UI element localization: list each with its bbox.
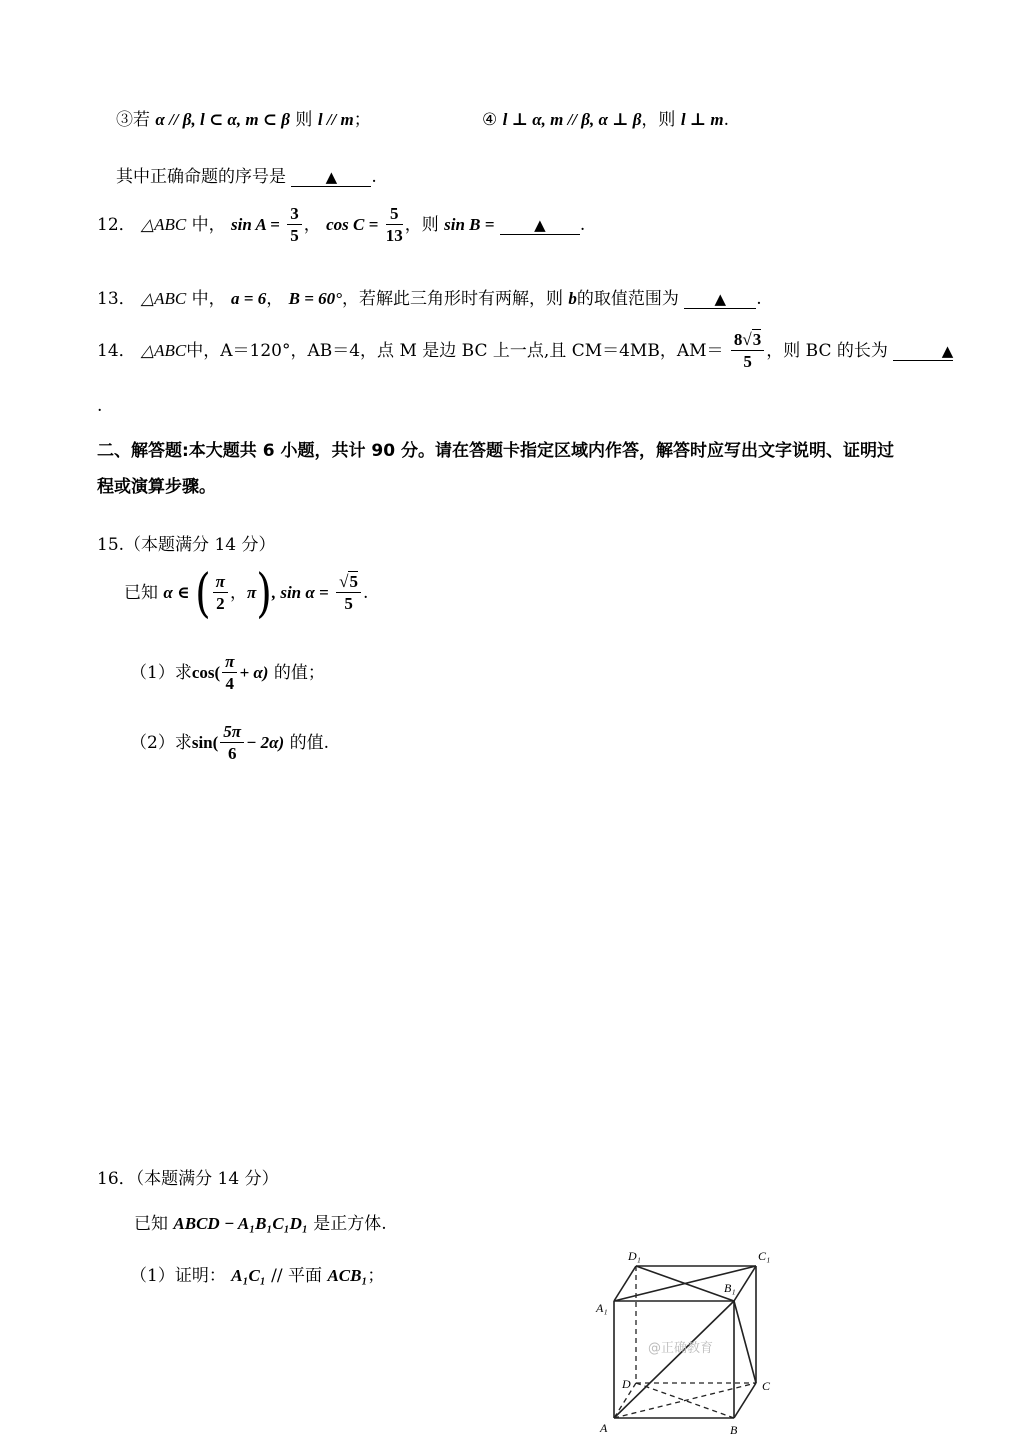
vertex-label: C₁	[758, 1249, 771, 1263]
side-b: b	[568, 289, 577, 308]
answer-blank[interactable]: ▲	[893, 342, 953, 361]
q16-header: 16．（本题满分 14 分）	[97, 1169, 279, 1189]
cos-c-expr: cos C =	[326, 215, 379, 234]
part-label: （1）证明：	[130, 1266, 226, 1286]
part-text: 的值.	[289, 733, 330, 753]
item-4-result: l ⊥ m	[680, 110, 724, 129]
radicand: 5	[349, 572, 358, 591]
radicand: 3	[752, 330, 762, 349]
q12-end: .	[579, 215, 586, 235]
side-a-expr: a = 6	[231, 289, 267, 308]
vertex-label: C	[762, 1379, 771, 1393]
q14-text: 中，A＝120°，AB＝4，点 M 是边 BC 上一点,且 CM＝4MB，AM＝	[186, 341, 724, 361]
q13-text-2: ，若解此三角形时有两解，则	[341, 289, 563, 309]
sin-a-expr: sin A =	[231, 215, 280, 234]
fraction	[731, 330, 764, 373]
item-3	[116, 105, 371, 130]
item-3-condition: α // β, l ⊂ α, m ⊂ β	[155, 110, 291, 129]
given-text: 是正方体.	[313, 1214, 387, 1234]
section-heading-line-1: 二、解答题:本大题共 6 小题，共计 90 分。请在答题卡指定区域内作答，解答时应写出文字说明、证明过	[97, 441, 894, 461]
q15-part-2	[130, 722, 329, 765]
fraction	[386, 204, 403, 247]
watermark: @正确教育	[648, 1341, 714, 1356]
part-end: ；	[367, 1266, 385, 1286]
plane-acb1: ACB₁	[327, 1266, 368, 1285]
q13-text: 中，	[191, 289, 226, 309]
left-paren: (	[195, 563, 211, 624]
vertex-label: D	[622, 1377, 631, 1391]
q12-then: ，则	[404, 215, 439, 235]
denominator: 6	[227, 744, 237, 763]
fraction	[220, 722, 244, 765]
parallel-plane-text: // 平面	[271, 1266, 323, 1286]
expr-end: + α)	[239, 663, 269, 682]
segment-a1c1: A₁C₁	[231, 1266, 266, 1285]
triangle-label: △ABC	[141, 341, 187, 360]
part-text: 的值；	[273, 663, 325, 683]
part-label: （2）求	[130, 733, 192, 753]
q15-header: 15.（本题满分 14 分）	[97, 535, 276, 555]
alpha-in-expr: α ∈	[163, 583, 190, 602]
question-number: 13．	[97, 289, 136, 309]
item-3-then: 则	[295, 110, 313, 130]
item-4-label: ④	[482, 110, 498, 130]
given-label: 已知	[134, 1214, 168, 1234]
fraction	[222, 652, 237, 695]
numerator: π	[222, 652, 237, 673]
item-3-end: ；	[353, 110, 371, 130]
item-3-result: l // m	[317, 110, 354, 129]
denominator: 5	[743, 352, 752, 371]
denominator: 2	[216, 594, 225, 613]
expr-end: − 2α)	[246, 733, 285, 752]
numerator: π	[213, 572, 228, 593]
triangle-label: △ABC	[141, 215, 187, 234]
question-number: 12．	[97, 215, 136, 235]
section-heading-line-2: 程或演算步骤。	[97, 477, 216, 497]
cube-figure	[590, 1240, 790, 1440]
q14-text-2: ，则 BC 的长为	[766, 341, 888, 361]
right-paren: )	[256, 563, 272, 624]
q11-end: .	[371, 167, 377, 187]
section-heading	[97, 433, 894, 505]
denominator: 4	[225, 674, 235, 693]
fraction	[336, 572, 361, 615]
vertex-label: A₁	[596, 1301, 608, 1315]
denominator: 5	[290, 226, 299, 245]
q11-prompt: 其中正确命题的序号是	[116, 167, 286, 187]
question-12	[97, 204, 585, 247]
q15-end: .	[362, 583, 369, 603]
given-label: 已知	[124, 583, 158, 603]
vertex-label: B₁	[724, 1281, 736, 1295]
q11-answer-line	[116, 162, 377, 187]
question-number: 14．	[97, 341, 136, 361]
numerator: 8√3	[731, 330, 764, 351]
q16-given	[134, 1209, 387, 1234]
numerator: 3	[287, 204, 302, 225]
fraction	[213, 572, 228, 615]
item-4-then: ，则	[641, 110, 676, 130]
answer-blank[interactable]: ▲	[500, 216, 580, 235]
upper-bound: π	[246, 583, 257, 602]
numerator: √5	[336, 572, 361, 593]
question-13	[97, 284, 762, 309]
numerator: 5π	[220, 722, 244, 743]
expr-start: cos(	[191, 663, 221, 682]
item-4-condition: l ⊥ α, m // β, α ⊥ β	[502, 110, 642, 129]
expr-start: sin(	[191, 733, 219, 752]
item-4-end: .	[723, 110, 729, 130]
question-14	[97, 330, 953, 373]
q12-text: 中，	[191, 215, 226, 235]
sin-alpha-expr: , sin α =	[271, 583, 329, 602]
q14-dot: .	[97, 396, 103, 416]
vertex-label: B	[730, 1423, 738, 1437]
separator: ，	[266, 289, 284, 309]
separator: ，	[303, 215, 321, 235]
cube-expr: ABCD − A₁B₁C₁D₁	[173, 1214, 308, 1233]
angle-b-expr: B = 60°	[288, 289, 342, 308]
answer-blank[interactable]: ▲	[291, 168, 371, 187]
item-4	[482, 105, 729, 130]
vertex-label: A	[600, 1421, 608, 1435]
q13-text-3: 的取值范围为	[576, 289, 679, 309]
q15-given	[124, 563, 369, 624]
vertex-label: D₁	[628, 1249, 641, 1263]
part-label: （1）求	[130, 663, 192, 683]
denominator: 5	[344, 594, 353, 613]
coefficient: 8	[733, 330, 743, 349]
numerator: 5	[386, 204, 403, 225]
item-3-label: ③若	[116, 110, 150, 130]
q16-part-1	[130, 1261, 384, 1286]
answer-blank[interactable]: ▲	[684, 290, 756, 309]
triangle-label: △ABC	[141, 289, 187, 308]
denominator: 13	[385, 226, 403, 245]
sin-b-expr: sin B =	[444, 215, 495, 234]
fraction	[287, 204, 302, 247]
q13-end: .	[756, 289, 762, 309]
q15-part-1	[130, 652, 325, 695]
separator: ，	[229, 583, 247, 603]
